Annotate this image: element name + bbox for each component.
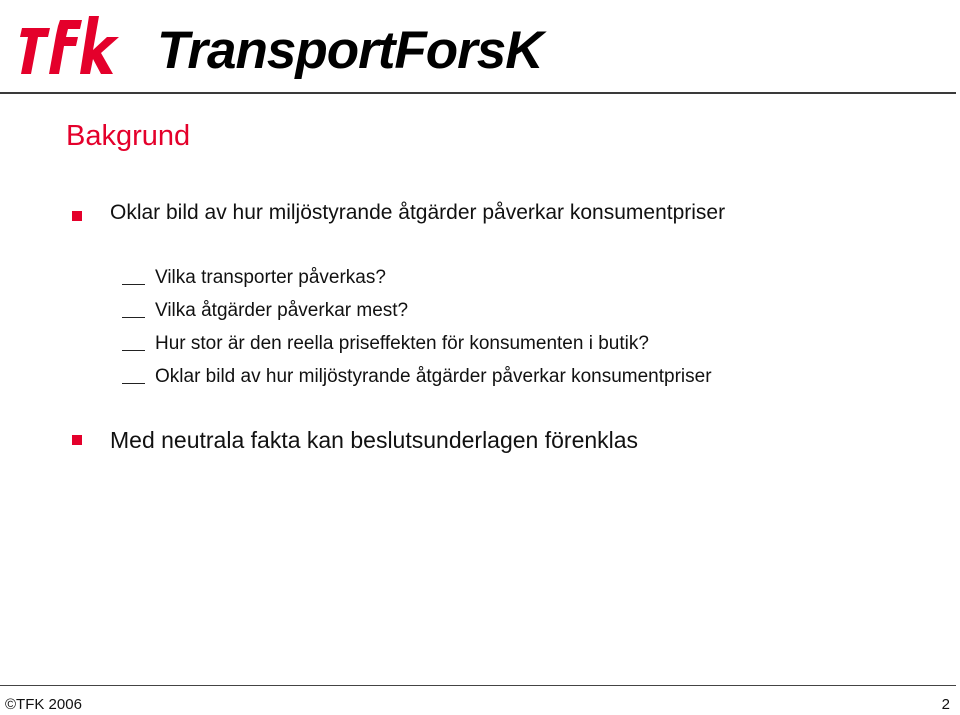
bullet-marker: [72, 211, 82, 221]
subitem-text: Oklar bild av hur miljöstyrande åtgärder påverkar konsumentpriser: [155, 366, 712, 387]
subitem-text: Vilka transporter påverkas?: [155, 267, 386, 288]
dash-marker: [122, 350, 145, 351]
dash-marker: [122, 284, 145, 285]
tfk-logo: [12, 6, 120, 80]
footer-copyright: ©TFK 2006: [5, 696, 82, 713]
header-divider: [0, 92, 956, 94]
page-title: TransportForsK: [157, 21, 543, 80]
subitem-text: Hur stor är den reella priseffekten för konsumenten i butik?: [155, 333, 649, 354]
bullet-text: Oklar bild av hur miljöstyrande åtgärder påverkar konsumentpriser: [110, 201, 726, 224]
bullet-marker: [72, 435, 82, 445]
footer-divider: [0, 685, 956, 686]
dash-marker: [122, 383, 145, 384]
tfk-logo-letters: [20, 16, 119, 74]
section-heading: Bakgrund: [66, 120, 191, 152]
page-number: 2: [941, 696, 950, 713]
bullet-text: Med neutrala fakta kan beslutsunderlagen förenklas: [110, 427, 639, 453]
dash-marker: [122, 317, 145, 318]
subitem-text: Vilka åtgärder påverkar mest?: [155, 300, 409, 321]
